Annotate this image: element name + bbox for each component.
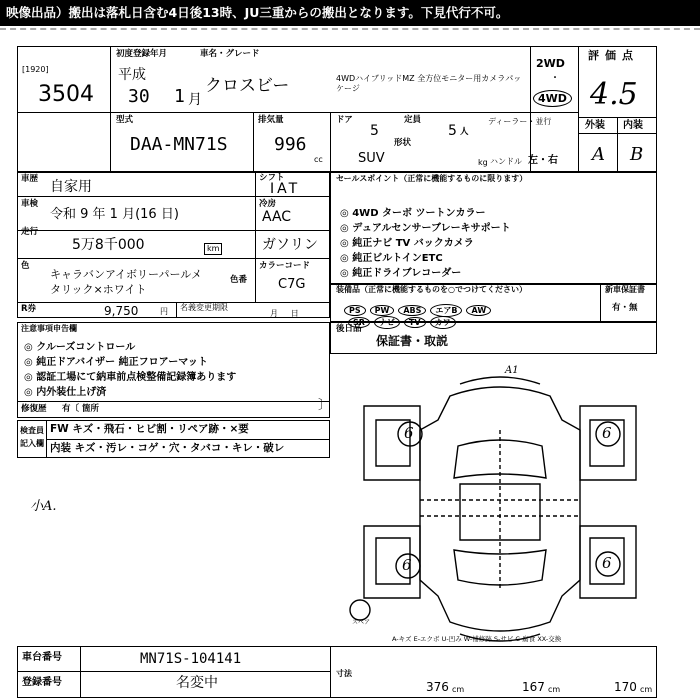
equipment-tv: TV (404, 317, 426, 328)
capacity: 5 (448, 123, 457, 139)
interior-label: 内装 (623, 120, 643, 131)
inspection-label: 車検 (21, 199, 39, 209)
top-banner: 映像出品）搬出は落札日含む4日後13時、JU三重からの搬出となります。下見代行不可。 (0, 0, 700, 26)
doors-label: ドア (336, 115, 353, 125)
wheel-mark-rl: 6 (402, 556, 412, 574)
yen-unit: 円 (160, 307, 168, 316)
sales-point: ◎ 4WD ターボ ツートンカラー (340, 208, 486, 219)
sales-points-title: セールスポイント（正常に機能するものに限ります） (336, 174, 528, 183)
usage-label: 車歴 (21, 174, 39, 184)
recycle-fee: 9,750 (104, 304, 139, 318)
displacement-label: 排気量 (258, 115, 284, 125)
exterior-grade: A (592, 144, 605, 165)
width-unit: cm (548, 685, 561, 694)
inspector-interior: 内装 キズ・汚レ・コゲ・穴・タバコ・キレ・破レ (50, 442, 285, 454)
mileage: 5万8千000 (72, 237, 145, 253)
note-text: 純正ドアバイザー 純正フロアーマット (36, 357, 208, 368)
fuel: ガソリン (262, 237, 318, 253)
notes-title: 注意事項申告欄 (21, 324, 77, 333)
reg-number: 名変中 (176, 675, 218, 691)
after-sale-label: 後日品 (336, 324, 362, 334)
usage: 自家用 (50, 179, 92, 195)
sales-point: ◎ 純正ドライブレコーダー (340, 268, 462, 279)
equipment-aw: AW (466, 305, 491, 316)
equipment-pw: PW (370, 305, 395, 316)
note-item: ◎ 認証工場にて納車前点検整備記録簿あります (24, 372, 237, 383)
new-car-warranty: 有・無 (612, 303, 638, 313)
body-type: SUV (358, 151, 385, 166)
color: キャラバンアイボリーパールメタリック×ホワイト (50, 268, 202, 296)
lot-number: 3504 (38, 82, 94, 107)
equipment-airbag: エアB (430, 304, 462, 317)
reg-label: 登録番号 (22, 677, 62, 688)
equipment-ps: PS (344, 305, 366, 316)
length: 376 (426, 680, 449, 694)
color-label: 色 (21, 261, 30, 271)
km-unit: km (204, 243, 222, 255)
dealer-label: ディーラー・並行 (488, 117, 552, 126)
sales-point-text: 4WD ターボ ツートンカラー (352, 208, 486, 219)
wheel-mark-rr: 6 (602, 554, 612, 572)
first-reg-label: 初度登録年月 (116, 49, 168, 59)
capacity-unit: 人 (460, 127, 469, 137)
interior-grade: B (630, 144, 644, 165)
equipment-navi: ナビ (374, 316, 400, 329)
exterior-label: 外装 (585, 120, 605, 131)
repair-history: 有〔 箇所 (62, 404, 99, 414)
sales-point-text: 純正ナビ TV バックカメラ (352, 238, 474, 249)
shift-label: シフト (259, 173, 285, 183)
note-item: ◎ 内外装仕上げ済 (24, 387, 107, 398)
score: 4.5 (590, 77, 638, 112)
reg-year: 30 (128, 86, 150, 107)
damage-legend: A-キズ E-エクボ U-凹み W-補修跡 S-サビ C-腐食 XX-交換 (392, 635, 562, 643)
equipment-sr: SR (348, 317, 370, 328)
reg-month: 1 (174, 86, 185, 107)
car-damage-diagram (340, 360, 660, 650)
dot-divider: ・ (550, 73, 560, 84)
name-change-label: 名義変更期限 (180, 303, 228, 312)
spare-label: スペア (352, 619, 371, 626)
inspector-fw: FW キズ・飛石・ヒビ割・リペア跡・×要 (50, 423, 249, 435)
dims-label: 寸法 (336, 669, 352, 678)
era: 平成 (118, 67, 146, 83)
name-change-deadline: 月 日 (270, 309, 299, 318)
model-label: 型式 (116, 115, 134, 125)
after-sale-value: 保証書・取説 (376, 334, 449, 348)
bracket-close: 〕 (318, 398, 332, 413)
ref-number: [1920] (22, 65, 49, 74)
wheel-mark-fl: 6 (404, 424, 414, 442)
note-item: ◎ 純正ドアバイザー 純正フロアーマット (24, 357, 208, 368)
length-unit: cm (452, 685, 465, 694)
repair-history-label: 修復歴 (21, 404, 47, 414)
sales-point: ◎ 純正ビルトインETC (340, 253, 443, 264)
note-text: 内外装仕上げ済 (36, 387, 107, 398)
kg-unit: kg (478, 158, 488, 167)
width: 167 (522, 680, 545, 694)
drive-2wd: 2WD (536, 57, 565, 70)
cc-unit: cc (314, 155, 323, 164)
wheel-mark-fr: 6 (602, 424, 612, 442)
score-label: 評価点 (588, 49, 639, 62)
note-item: ◎ クルーズコントロール (24, 342, 136, 353)
equipment-title: 装備品（正常に機能するものを○でつけてください） (336, 285, 527, 294)
color-code-label: カラーコード (259, 261, 311, 271)
notes-list (24, 338, 236, 398)
new-car-warranty-label: 新車保証書 (605, 285, 645, 294)
month-unit: 月 (188, 92, 202, 108)
drive-4wd: 4WD (533, 90, 572, 107)
car-name: クロスビー (205, 76, 290, 96)
note-text: 認証工場にて納車前点検整備記録簿あります (36, 372, 237, 383)
equipment-abs: ABS (398, 305, 426, 316)
ac: AAC (262, 209, 292, 225)
ac-label: 冷房 (259, 199, 277, 209)
sales-point-text: デュアルセンサーブレーキサポート (352, 223, 511, 234)
sales-point-text: 純正ドライブレコーダー (352, 268, 462, 279)
shift: IAT (270, 181, 301, 197)
equipment-leather: カワ (430, 316, 456, 329)
sales-point-text: 純正ビルトインETC (352, 253, 443, 264)
chassis-number: MN71S-104141 (140, 651, 242, 667)
mileage-label: 走行 (21, 227, 39, 237)
color-code: C7G (278, 277, 306, 292)
handwritten-note: 小A. (30, 499, 57, 514)
displacement: 996 (274, 134, 307, 155)
handle: 左・右 (528, 155, 558, 166)
car-name-label: 車名・グレード (200, 49, 260, 59)
grade: 4WDハイブリッドMZ 全方位モニター用カメラパッケージ (336, 74, 522, 94)
inspector-label: 検査員記入欄 (20, 426, 44, 448)
sales-point: ◎ デュアルセンサーブレーキサポート (340, 223, 511, 234)
capacity-label: 定員 (404, 115, 422, 125)
recycle-label: R券 (21, 304, 37, 314)
color-no-label: 色番 (230, 275, 248, 285)
handle-label: ハンドル (490, 157, 522, 166)
inspection-date: 令和 9 年 1 月(16 日) (50, 207, 179, 222)
height: 170 (614, 680, 637, 694)
chassis-label: 車台番号 (22, 652, 62, 663)
doors: 5 (370, 123, 379, 139)
sales-point: ◎ 純正ナビ TV バックカメラ (340, 238, 474, 249)
damage-mark-front: A1 (505, 365, 519, 376)
body-label: 形状 (394, 138, 412, 148)
note-text: クルーズコントロール (36, 342, 136, 353)
sales-points-list (340, 204, 511, 279)
model: DAA-MN71S (130, 134, 228, 155)
height-unit: cm (640, 685, 653, 694)
